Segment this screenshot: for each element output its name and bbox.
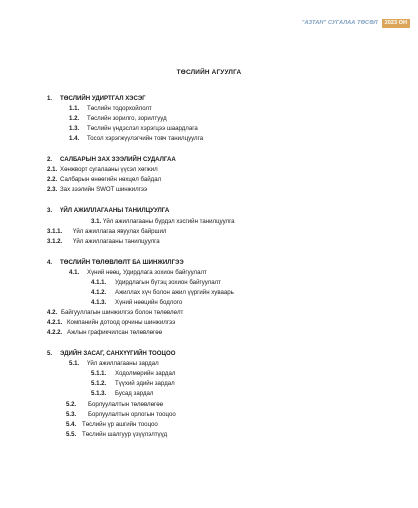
- toc-item-3-1-2: [47, 238, 160, 246]
- header-title: "АЗТАН" СУГАЛАА ТӨСӨЛ: [301, 20, 378, 26]
- toc-item-4-2: [47, 309, 183, 317]
- toc-label: Тосол хэрэгжүүлэгчийн товч танилцуулга: [87, 135, 204, 142]
- toc-label: ТӨСЛИЙН ТӨЛӨВЛӨЛТ БА ШИНЖИЛГЭЭ: [60, 259, 184, 266]
- toc-item-2-2: [47, 176, 161, 184]
- toc-label: Ажиллах хүч болон ажил үүргийн хуваарь: [115, 289, 234, 296]
- toc-section-4: [47, 259, 184, 267]
- toc-number: 1.: [47, 95, 53, 102]
- toc-item-5-1-1: [91, 370, 175, 378]
- toc-number: 4.1.: [69, 269, 80, 276]
- toc-label: Үйл ажиллагаа явуулах байршил: [73, 228, 167, 235]
- toc-item-4-1-1: [91, 279, 221, 287]
- toc-label: Төслийн тодорхойлолт: [87, 105, 152, 112]
- toc-label: Хүний нөөцийн бодлого: [115, 299, 183, 306]
- toc-label: Төслийн шалгуур үзүүлэлтүүд: [82, 431, 168, 438]
- page-title: ТӨСЛИЙН АГУУЛГА: [176, 69, 242, 76]
- toc-item-1-4: [69, 135, 203, 143]
- toc-label: Зах зээлийн SWOT шинжилгээ: [60, 186, 148, 193]
- toc-number: 4.: [47, 259, 53, 266]
- page-header: [302, 18, 410, 28]
- toc-item-5-1-3: [91, 390, 153, 398]
- toc-label: Ходолмөрийн зардал: [115, 370, 176, 377]
- toc-item-4-1: [69, 269, 207, 277]
- toc-label: Үйл ажиллагааны танилцуулга: [73, 238, 160, 245]
- toc-section-2: [47, 156, 176, 164]
- toc-item-2-1: [47, 166, 158, 174]
- toc-label: Үйл ажиллагааны зардал: [87, 360, 159, 367]
- toc-item-4-2-2: [47, 329, 162, 337]
- toc-label: Байгууллагын шинжилгээ болон төлөвлөлт: [61, 309, 184, 316]
- toc-item-1-3: [69, 125, 198, 133]
- toc-number: 4.1.3.: [91, 299, 107, 306]
- toc-item-3-1: [91, 218, 235, 226]
- toc-section-1: [47, 95, 146, 103]
- toc-number: 4.2.2.: [47, 329, 63, 336]
- toc-item-2-3: [47, 186, 147, 194]
- toc-item-5-5: [66, 431, 167, 439]
- toc-number: 5.1.2.: [91, 380, 107, 387]
- toc-item-4-1-3: [91, 299, 182, 307]
- toc-label: Төслийн үр ашгийн тооцоо: [82, 421, 158, 428]
- toc-number: 4.2.: [47, 309, 58, 316]
- toc-number: 1.4.: [69, 135, 80, 142]
- toc-label: ҮЙЛ АЖИЛЛАГААНЫ ТАНИЛЦУУЛГА: [60, 207, 170, 214]
- toc-label: Хөнжворт сугалааны үүсэл хөгжил: [60, 166, 158, 173]
- toc-item-5-4: [66, 421, 158, 429]
- toc-number: 5.3.: [66, 411, 77, 418]
- toc-label: Түүхий эдийн зардал: [115, 380, 175, 387]
- toc-label: Төслийн үндэслэл хэрэгцээ шаардлага: [87, 125, 198, 132]
- toc-number: 3.1.: [91, 218, 102, 225]
- toc-number: 5.2.: [66, 401, 77, 408]
- toc-section-3: [47, 207, 169, 215]
- toc-label: Борлуулалтын орлогын тооцоо: [88, 411, 176, 418]
- toc-label: Бусад зардал: [115, 390, 154, 397]
- toc-label: Удирдлагын бүтэц зохион байгуулалт: [115, 279, 221, 286]
- toc-item-5-1: [69, 360, 159, 368]
- toc-number: 2.: [47, 156, 53, 163]
- toc-number: 3.1.2.: [47, 238, 63, 245]
- toc-label: Үйл ажиллагааны бүрдэл хэсгийн танилцуулга: [103, 218, 235, 225]
- toc-number: 5.1.1.: [91, 370, 107, 377]
- toc-label: Компанийн дотоод орчины шинжилгээ: [67, 319, 176, 326]
- toc-item-4-2-1: [47, 319, 175, 327]
- toc-item-1-2: [69, 115, 167, 123]
- toc-number: 5.5.: [66, 431, 77, 438]
- toc-label: Борлуулалтын төлөвлөгөө: [88, 401, 163, 408]
- toc-item-5-1-2: [91, 380, 175, 388]
- toc-number: 5.1.3.: [91, 390, 107, 397]
- header-year-badge: 2023 ОН: [382, 19, 410, 28]
- toc-label: Салбарын өнөөгийн нөхцөл байдал: [60, 176, 162, 183]
- toc-label: Хүний нөөц, Удирдлага зохион байгуулалт: [87, 269, 207, 276]
- toc-item-5-2: [66, 401, 163, 409]
- toc-number: 1.2.: [69, 115, 80, 122]
- toc-item-4-1-2: [91, 289, 234, 297]
- toc-number: 4.1.1.: [91, 279, 107, 286]
- toc-label: Ажлын графикчилсан төлөвлөгөө: [67, 329, 163, 336]
- toc-label: Төслийн зорилго, зорилтууд: [87, 115, 167, 122]
- toc-label: ЭДИЙН ЗАСАГ, САНХҮҮГИЙН ТООЦОО: [60, 350, 176, 357]
- toc-number: 1.1.: [69, 105, 80, 112]
- toc-item-5-3: [66, 411, 176, 419]
- toc-number: 4.1.2.: [91, 289, 107, 296]
- toc-number: 5.4.: [66, 421, 77, 428]
- toc-number: 2.2.: [47, 176, 58, 183]
- toc-number: 5.1.: [69, 360, 80, 367]
- toc-number: 1.3.: [69, 125, 80, 132]
- toc-item-3-1-1: [47, 228, 166, 236]
- toc-item-1-1: [69, 105, 152, 113]
- toc-section-5: [47, 350, 175, 358]
- toc-number: 3.: [47, 207, 53, 214]
- toc-label: ТӨСЛИЙН УДИРТГАЛ ХЭСЭГ: [60, 95, 146, 102]
- toc-number: 2.3.: [47, 186, 58, 193]
- toc-number: 5.: [47, 350, 53, 357]
- toc-number: 2.1.: [47, 166, 58, 173]
- toc-label: САЛБАРЫН ЗАХ ЗЭЭЛИЙН СУДАЛГАА: [60, 156, 176, 163]
- toc-number: 3.1.1.: [47, 228, 63, 235]
- toc-number: 4.2.1.: [47, 319, 63, 326]
